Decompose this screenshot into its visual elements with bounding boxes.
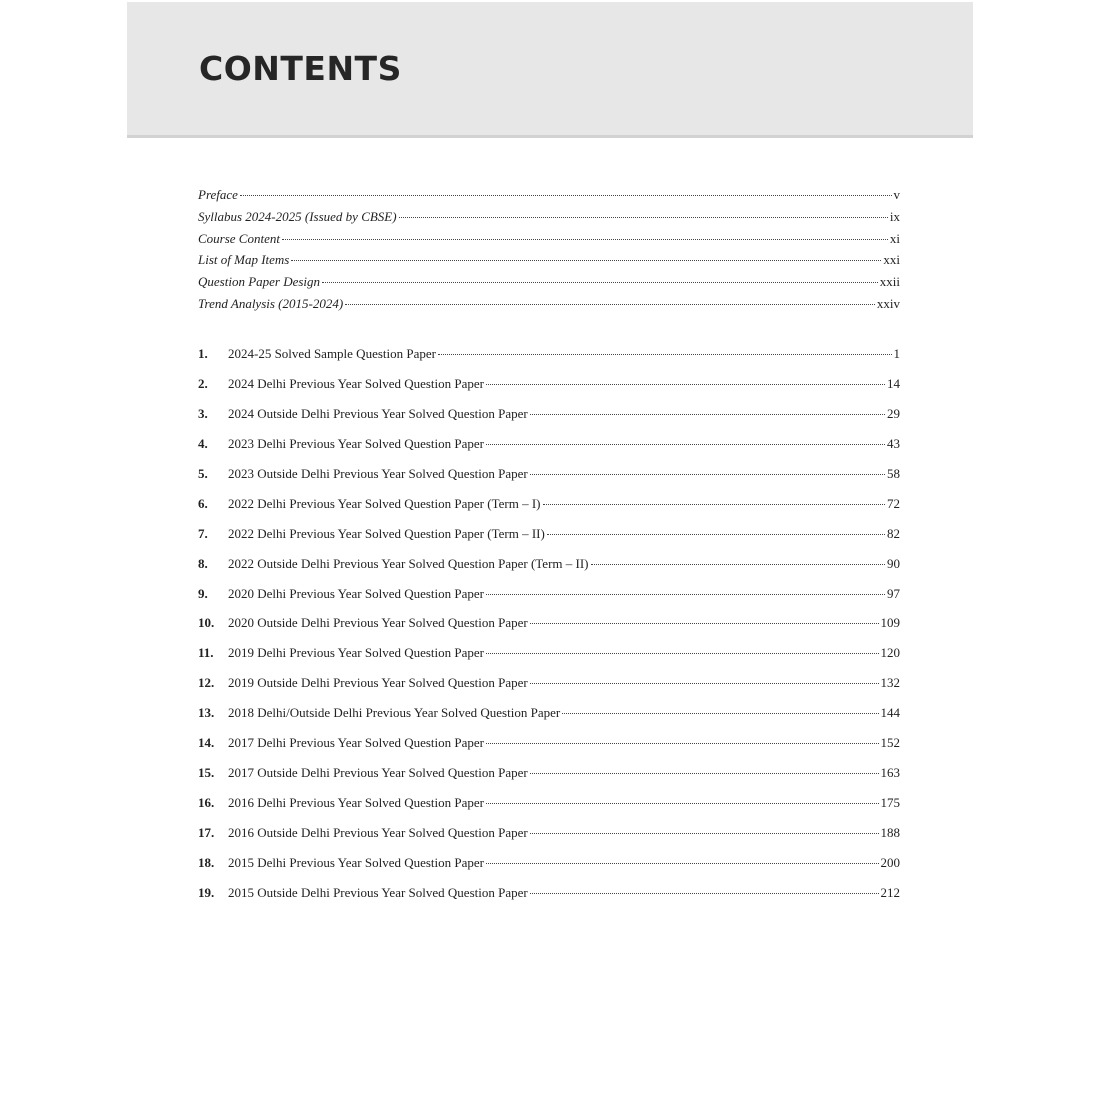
toc-chapter-entry[interactable]: [198, 466, 900, 496]
toc-chapter-entry[interactable]: [198, 586, 900, 616]
toc-chapter-entry[interactable]: [198, 825, 900, 855]
toc-entry-page: xi: [889, 230, 900, 246]
toc-chapter-page: 175: [880, 795, 900, 811]
toc-chapter-number: 4.: [198, 435, 208, 451]
toc-chapter-entry[interactable]: [198, 406, 900, 436]
dot-leader: [486, 594, 885, 595]
toc-entry-page: xxi: [883, 252, 900, 268]
toc-chapter-entry[interactable]: [198, 346, 900, 376]
toc-chapter-page: 90: [887, 555, 900, 571]
dot-leader: [530, 474, 885, 475]
toc-chapter-number: 15.: [198, 765, 215, 781]
toc-chapter-page: 14: [887, 375, 900, 391]
toc-chapter-label: 2024 Delhi Previous Year Solved Question Paper: [228, 375, 485, 391]
dot-leader: [486, 863, 878, 864]
toc-chapter-number: 13.: [198, 705, 215, 721]
toc-entry-label: Question Paper Design: [198, 274, 321, 290]
dot-leader: [530, 773, 879, 774]
toc-chapter-entry[interactable]: [198, 765, 900, 795]
toc-chapter-number: 5.: [198, 465, 208, 481]
dot-leader: [345, 304, 875, 305]
toc-chapter-page: 43: [887, 435, 900, 451]
dot-leader: [438, 354, 892, 355]
dot-leader: [530, 683, 879, 684]
toc-entry-page: ix: [889, 208, 900, 224]
toc-entry-label: Preface: [198, 187, 238, 202]
toc-chapter-entry[interactable]: [198, 615, 900, 645]
toc-chapter-number: 2.: [198, 375, 208, 391]
toc-chapter-label: 2020 Delhi Previous Year Solved Question Paper: [228, 585, 485, 601]
toc-chapter-number: 11.: [198, 645, 214, 661]
toc-chapter-number: 10.: [198, 615, 215, 631]
dot-leader: [486, 384, 885, 385]
toc-chapter-label: 2023 Delhi Previous Year Solved Question Paper: [228, 435, 485, 451]
toc-chapter-label: 2022 Outside Delhi Previous Year Solved Question Paper (Term – II): [228, 555, 589, 571]
dot-leader: [486, 743, 878, 744]
toc-chapter-page: 120: [880, 645, 900, 661]
toc-chapter-number: 18.: [198, 854, 215, 870]
dot-leader: [240, 195, 892, 196]
toc-chapter-page: 132: [880, 675, 900, 691]
dot-leader: [530, 833, 879, 834]
dot-leader: [486, 653, 878, 654]
toc-chapter-label: 2020 Outside Delhi Previous Year Solved Question Paper: [228, 615, 528, 631]
dot-leader: [530, 414, 885, 415]
dot-leader: [562, 713, 878, 714]
toc-chapter-entry[interactable]: [198, 675, 900, 705]
toc-chapter-label: 2016 Delhi Previous Year Solved Question Paper: [228, 795, 485, 811]
toc-chapter-page: 200: [880, 854, 900, 870]
dot-leader: [282, 239, 888, 240]
toc-chapter-page: 144: [880, 705, 900, 721]
toc-chapter-entry[interactable]: [198, 376, 900, 406]
toc-chapter-label: 2018 Delhi/Outside Delhi Previous Year Solved Question Paper: [228, 705, 561, 721]
toc-chapter-label: 2019 Outside Delhi Previous Year Solved Question Paper: [228, 675, 528, 691]
dot-leader: [322, 282, 878, 283]
toc-chapter-label: 2022 Delhi Previous Year Solved Question Paper (Term – I): [228, 495, 541, 511]
toc-entry[interactable]: [198, 296, 900, 318]
dot-leader: [399, 217, 888, 218]
toc-chapter-entry[interactable]: [198, 556, 900, 586]
toc-chapter-entry[interactable]: [198, 645, 900, 675]
toc-chapter-page: 109: [880, 615, 900, 631]
toc-chapter-page: 152: [880, 735, 900, 751]
contents-page: [127, 0, 973, 1100]
toc-entry[interactable]: [198, 187, 900, 209]
toc-chapter-page: 58: [887, 465, 900, 481]
toc-chapter-label: 2023 Outside Delhi Previous Year Solved Question Paper: [228, 465, 528, 481]
toc-chapter-number: 6.: [198, 495, 208, 511]
toc-chapter-number: 12.: [198, 675, 215, 691]
toc-chapter-number: 14.: [198, 735, 215, 751]
toc-entry-label: Course Content: [198, 230, 280, 246]
toc-chapter-number: 1.: [198, 346, 208, 361]
dot-leader: [291, 260, 881, 261]
header-band: [127, 2, 973, 138]
chapter-list: [198, 346, 900, 915]
dot-leader: [530, 623, 879, 624]
toc-entry[interactable]: [198, 209, 900, 231]
toc-chapter-entry[interactable]: [198, 735, 900, 765]
toc-chapter-label: 2017 Outside Delhi Previous Year Solved Question Paper: [228, 765, 528, 781]
dot-leader: [547, 534, 885, 535]
toc-chapter-label: 2017 Delhi Previous Year Solved Question Paper: [228, 735, 485, 751]
toc-chapter-page: 72: [887, 495, 900, 511]
toc-chapter-number: 17.: [198, 825, 215, 840]
toc-chapter-label: 2024 Outside Delhi Previous Year Solved Question Paper: [228, 405, 528, 421]
front-matter-list: [198, 187, 900, 318]
toc-chapter-number: 16.: [198, 795, 215, 811]
toc-chapter-page: 1: [893, 346, 900, 361]
dot-leader: [486, 444, 885, 445]
toc-entry[interactable]: [198, 252, 900, 274]
page-title: CONTENTS: [199, 49, 402, 88]
toc-entry-page: xxiv: [876, 295, 900, 311]
dot-leader: [591, 564, 885, 565]
toc-chapter-label: 2015 Delhi Previous Year Solved Question Paper: [228, 854, 485, 870]
toc-chapter-label: 2022 Delhi Previous Year Solved Question Paper (Term – II): [228, 525, 545, 541]
toc-chapter-label: 2015 Outside Delhi Previous Year Solved Question Paper: [228, 884, 528, 900]
toc-chapter-page: 163: [880, 765, 900, 781]
toc-chapter-entry[interactable]: [198, 885, 900, 915]
toc-entry[interactable]: [198, 274, 900, 296]
toc-chapter-entry[interactable]: [198, 705, 900, 735]
toc-chapter-number: 7.: [198, 525, 208, 541]
toc-chapter-page: 82: [887, 525, 900, 541]
toc-entry-label: Trend Analysis (2015-2024): [198, 295, 344, 311]
toc-chapter-number: 3.: [198, 405, 208, 421]
toc-entry-page: xxii: [879, 274, 900, 290]
toc-chapter-label: 2016 Outside Delhi Previous Year Solved Question Paper: [228, 825, 528, 840]
toc-chapter-number: 8.: [198, 555, 208, 571]
toc-chapter-entry[interactable]: [198, 855, 900, 885]
toc-entry-page: v: [893, 187, 900, 202]
toc-chapter-page: 188: [880, 825, 900, 840]
toc-entry[interactable]: [198, 231, 900, 253]
toc-chapter-page: 97: [887, 585, 900, 601]
toc-chapter-page: 29: [887, 405, 900, 421]
toc-chapter-label: 2024-25 Solved Sample Question Paper: [228, 346, 436, 361]
toc-chapter-number: 9.: [198, 585, 208, 601]
dot-leader: [486, 803, 878, 804]
toc-entry-label: List of Map Items: [198, 252, 290, 268]
toc-chapter-entry[interactable]: [198, 436, 900, 466]
toc-chapter-page: 212: [880, 884, 900, 900]
toc-chapter-label: 2019 Delhi Previous Year Solved Question Paper: [228, 645, 485, 661]
toc-chapter-entry[interactable]: [198, 795, 900, 825]
toc-chapter-entry[interactable]: [198, 496, 900, 526]
dot-leader: [543, 504, 886, 505]
toc-chapter-entry[interactable]: [198, 526, 900, 556]
toc-entry-label: Syllabus 2024-2025 (Issued by CBSE): [198, 208, 397, 224]
dot-leader: [530, 893, 879, 894]
toc-chapter-number: 19.: [198, 884, 215, 900]
